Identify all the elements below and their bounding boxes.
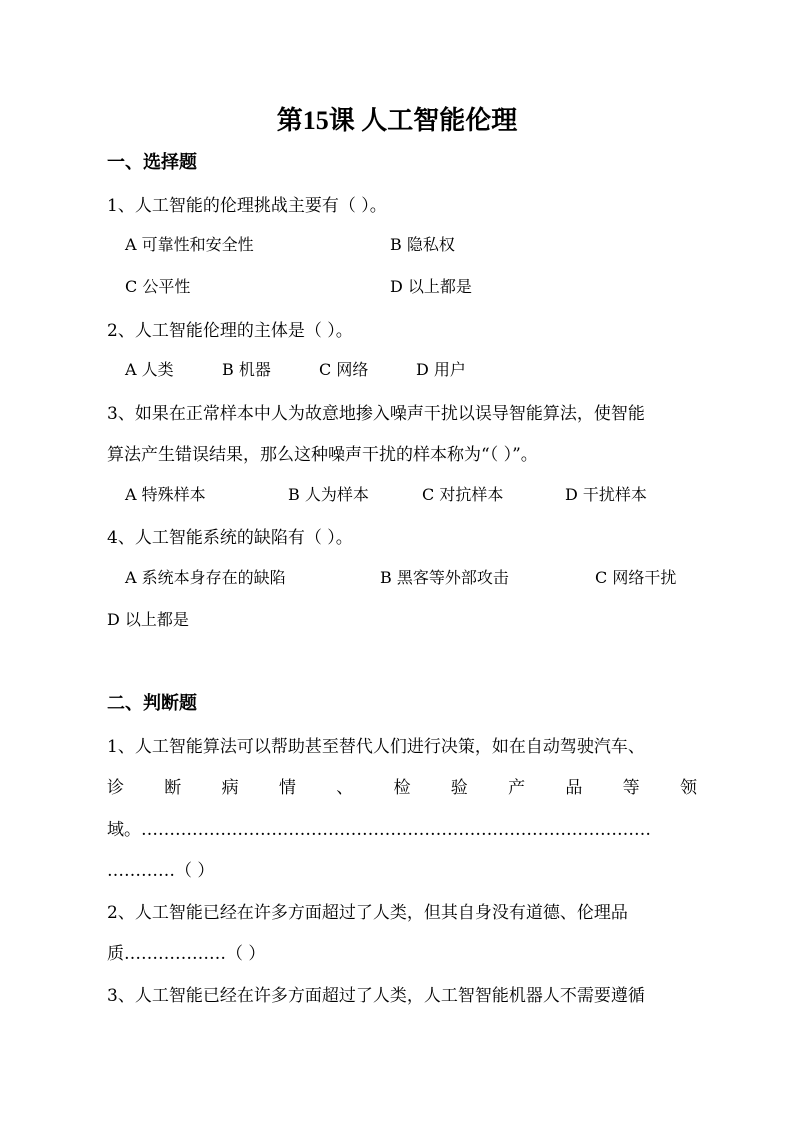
question-text: …………（ ） [107, 861, 215, 881]
option: C 对抗样本 [422, 485, 504, 504]
question-text: 2、人工智能已经在许多方面超过了人类，但其自身没有道德、伦理品 [107, 903, 628, 923]
section-heading-choice: 一、选择题 [107, 152, 197, 173]
question-text: 3、人工智能已经在许多方面超过了人类，人工智智能机器人不需要遵循 [107, 986, 645, 1006]
spread-word: 验 [450, 778, 468, 798]
question-text: 3、如果在正常样本中人为故意地掺入噪声干扰以误导智能算法，使智能 [107, 404, 645, 424]
spread-word: 断 [164, 778, 182, 798]
option: B 机器 [222, 360, 271, 379]
option: D 干扰样本 [565, 485, 647, 504]
spread-word: 等 [622, 778, 640, 798]
option: A 可靠性和安全性 [125, 235, 254, 254]
question-text: 质………………（ ） [107, 944, 266, 964]
option: C 网络 [319, 360, 369, 379]
spread-word: 、 [336, 778, 354, 798]
page-title: 第15课 人工智能伦理 [276, 106, 518, 135]
section-heading-judgement: 二、判断题 [107, 693, 197, 714]
spread-word: 诊 [107, 778, 124, 798]
option: D 用户 [416, 360, 466, 379]
spread-word: 检 [393, 778, 411, 798]
question-text: 1、人工智能算法可以帮助甚至替代人们进行决策，如在自动驾驶汽车、 [107, 737, 645, 757]
question-text-spread [107, 773, 697, 798]
spread-word: 领 [679, 778, 697, 798]
option: D 以上都是 [390, 277, 472, 296]
spread-word: 病 [221, 778, 239, 798]
option: C 公平性 [125, 277, 191, 296]
option: A 特殊样本 [125, 485, 206, 504]
option: B 人为样本 [288, 485, 369, 504]
option: D 以上都是 [107, 610, 189, 629]
spread-word: 情 [278, 778, 296, 798]
option: B 黑客等外部攻击 [380, 568, 509, 587]
question-text: 算法产生错误结果，那么这种噪声干扰的样本称为“（ ）”。 [107, 445, 538, 465]
option: C 网络干扰 [595, 568, 677, 587]
question-text: 2、人工智能伦理的主体是（ ）。 [107, 321, 353, 341]
option: A 人类 [125, 360, 174, 379]
question-text: 4、人工智能系统的缺陷有（ ）。 [107, 528, 353, 548]
option: B 隐私权 [390, 235, 455, 254]
spread-word: 产 [508, 778, 526, 798]
question-text: 域。……………………………………………………………………………… [107, 820, 651, 840]
spread-word: 品 [565, 778, 583, 798]
option: A 系统本身存在的缺陷 [125, 568, 286, 587]
question-text: 1、人工智能的伦理挑战主要有（ ）。 [107, 196, 387, 216]
